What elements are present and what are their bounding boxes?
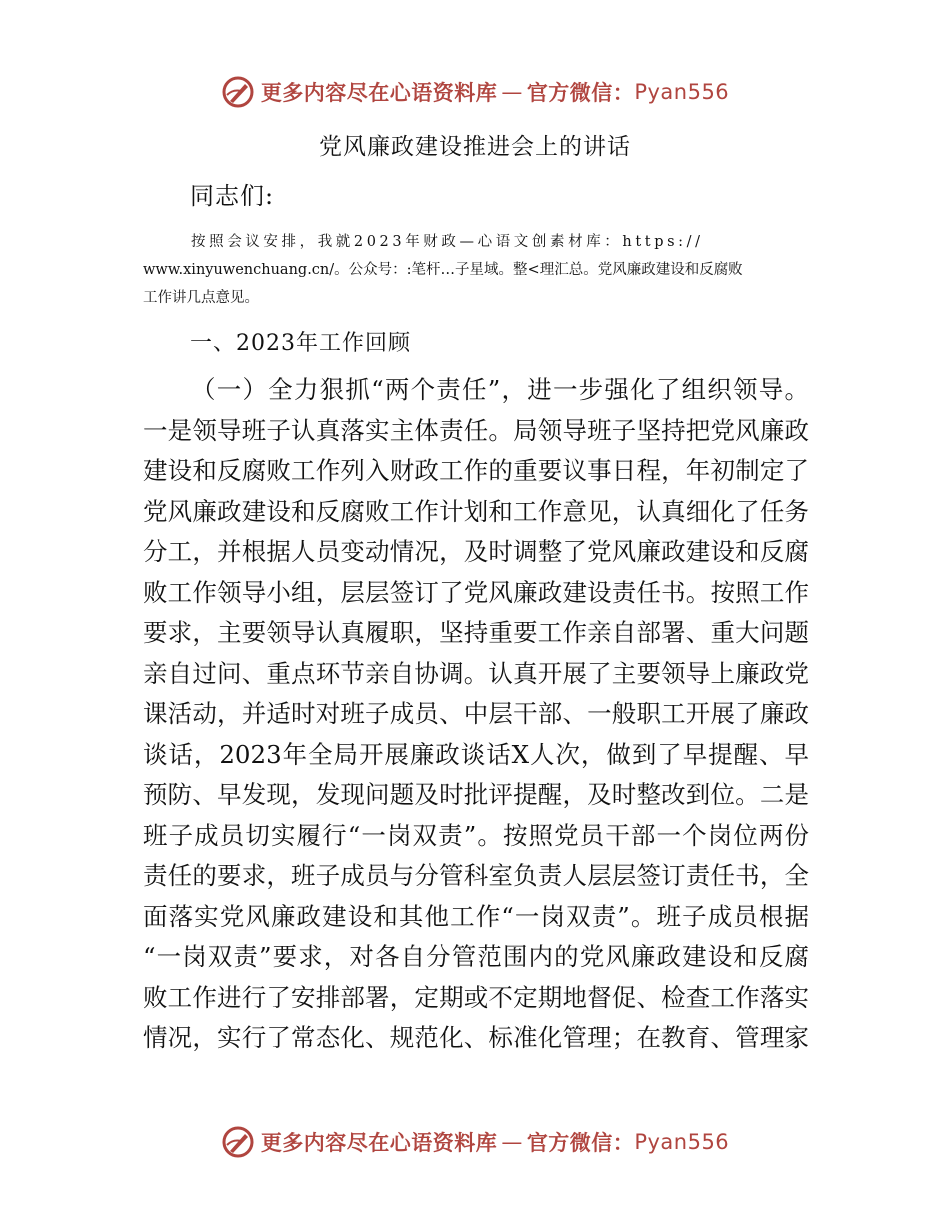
- body-line: “一岗双责”要求，对各自分管范围内的党风廉政建设和反腐: [143, 942, 809, 971]
- banner-separator: —: [501, 1130, 523, 1154]
- document-title: 党风廉政建设推进会上的讲话: [319, 134, 631, 160]
- body-line: 一是领导班子认真落实主体责任。局领导班子坚持把党风廉政: [143, 415, 809, 445]
- banner-main-text: 更多内容尽在心语资料库: [260, 81, 498, 105]
- body-line: 败工作进行了安排部署，定期或不定期地督促、检查工作落实: [143, 982, 809, 1012]
- body-line: 情况，实行了常态化、规范化、标准化管理；在教育、管理家: [143, 1023, 809, 1052]
- body-line: 预防、早发现，发现问题及时批评提醒，及时整改到位。二是: [143, 780, 809, 809]
- intro-line: 按照会议安排，我就2023年财政—心语文创素材库：https://: [191, 234, 704, 250]
- footer-watermark-banner: [0, 1122, 950, 1162]
- body-line: 要求，主要领导认真履职，坚持重要工作亲自部署、重大问题: [143, 618, 809, 647]
- section-heading: 一、2023年工作回顾: [190, 331, 411, 356]
- quill-logo-icon: [221, 75, 255, 109]
- banner-label: 官方微信：: [526, 81, 635, 105]
- intro-line: www.xinyuwenchuang.cn/。公众号：:笔杆…子星域。整<理汇总。党风廉政建设和反腐败: [143, 262, 743, 278]
- body-line: （一）全力狠抓“两个责任”，进一步强化了组织领导。: [191, 375, 809, 404]
- header-watermark-banner: [0, 72, 950, 112]
- banner-label: 官方微信：: [526, 1131, 635, 1155]
- body-line: 班子成员切实履行“一岗双责”。按照党员干部一个岗位两份: [143, 820, 809, 850]
- greeting: 同志们:: [190, 182, 275, 210]
- banner-wechat-id: Pyan556: [634, 1130, 730, 1154]
- body-line: 建设和反腐败工作列入财政工作的重要议事日程，年初制定了: [143, 456, 809, 485]
- banner-separator: —: [501, 80, 523, 104]
- quill-logo-icon: [221, 1125, 255, 1159]
- body-line: 谈话，2023年全局开展廉政谈话X人次，做到了早提醒、早: [143, 739, 809, 769]
- body-line: 分工，并根据人员变动情况，及时调整了党风廉政建设和反腐: [143, 537, 809, 566]
- body-line: 课活动，并适时对班子成员、中层干部、一般职工开展了廉政: [143, 699, 809, 728]
- banner-wechat-id: Pyan556: [634, 80, 730, 104]
- banner-main-text: 更多内容尽在心语资料库: [260, 1131, 498, 1155]
- body-paragraph: [143, 370, 809, 1059]
- body-line: 败工作领导小组，层层签订了党风廉政建设责任书。按照工作: [143, 577, 809, 607]
- body-line: 责任的要求，班子成员与分管科室负责人层层签订责任书，全: [143, 861, 809, 890]
- body-line: 亲自过问、重点环节亲自协调。认真开展了主要领导上廉政党: [143, 658, 809, 688]
- intro-line: 工作讲几点意见。: [143, 290, 259, 306]
- body-line: 面落实党风廉政建设和其他工作“一岗双责”。班子成员根据: [143, 901, 809, 931]
- body-line: 党风廉政建设和反腐败工作计划和工作意见，认真细化了任务: [143, 496, 809, 526]
- intro-paragraph: [143, 228, 809, 312]
